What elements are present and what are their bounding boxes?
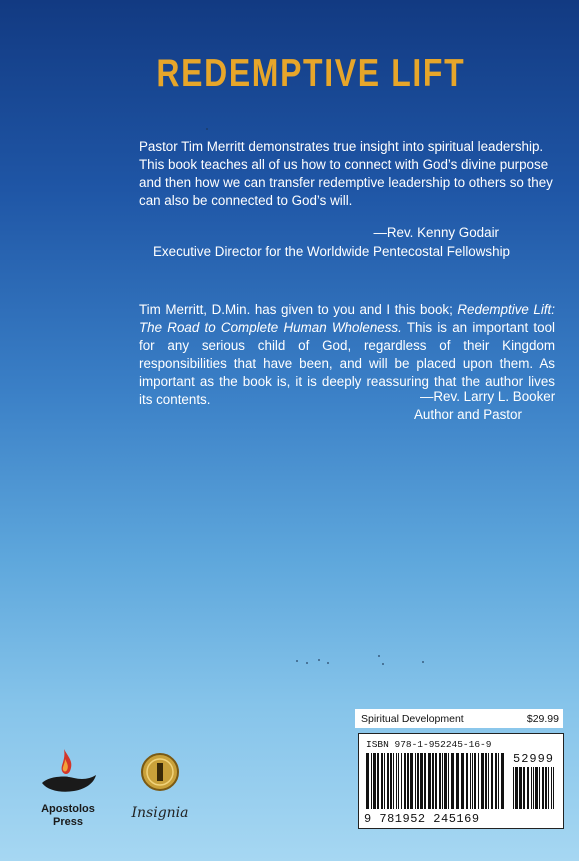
- speck: [382, 663, 384, 665]
- endorsement-2-book-title: Redemptive Lift: The Road to Complete Human Wholeness.: [139, 302, 555, 335]
- addon-bars: [513, 767, 554, 809]
- endorsement-2-name: —Rev. Larry L. Booker: [420, 389, 556, 404]
- endorsement-2-text-after: This is an important tool for any serious child of God, regardless of their Kingdom responsibilities that have been, and will be placed upon them. As important as the book is, it is deeply reassuring that the author lives its contents.: [139, 320, 555, 407]
- gold-i-medallion-icon: [128, 748, 192, 806]
- book-title: REDEMPTIVE LIFT: [156, 52, 466, 95]
- endorsement-1-role: Executive Director for the Worldwide Pentecostal Fellowship: [153, 244, 510, 259]
- ean-bars: [366, 753, 504, 809]
- barcode-number: 9 781952 245169: [364, 812, 480, 826]
- endorsement-1-text: Pastor Tim Merritt demonstrates true insight into spiritual leadership. This book teaches all of us how to connect with God’s divine purpose and then how we can transfer redemptive leadership to others so they can also be connected to God’s will.: [139, 139, 553, 208]
- speck: [422, 661, 424, 663]
- apostolos-press-name-line1: Apostolos: [41, 803, 95, 815]
- price-label: $29.99: [526, 712, 559, 725]
- speck: [296, 660, 298, 662]
- insignia-name: Insignia: [131, 805, 189, 821]
- speck: [378, 655, 380, 657]
- barcode-addon-number: 52999: [513, 752, 555, 766]
- apostolos-press-name-line2: Press: [53, 816, 83, 828]
- category-label: Spiritual Development: [361, 712, 464, 725]
- speck: [206, 128, 208, 130]
- price-strip: [355, 709, 563, 728]
- speck: [306, 662, 308, 664]
- apostolos-press-logo: [34, 745, 102, 835]
- endorsement-2-text-before: Tim Merritt, D.Min. has given to you and I this book;: [139, 302, 458, 317]
- isbn-barcode: [358, 733, 564, 829]
- isbn-text: ISBN 978-1-952245-16-9: [366, 739, 492, 750]
- insignia-logo: [128, 748, 198, 838]
- endorsement-2-role: Author and Pastor: [414, 407, 522, 422]
- oil-lamp-flame-icon: [34, 745, 102, 801]
- endorsement-1-name: —Rev. Kenny Godair: [373, 225, 499, 240]
- speck: [318, 659, 320, 661]
- speck: [327, 662, 329, 664]
